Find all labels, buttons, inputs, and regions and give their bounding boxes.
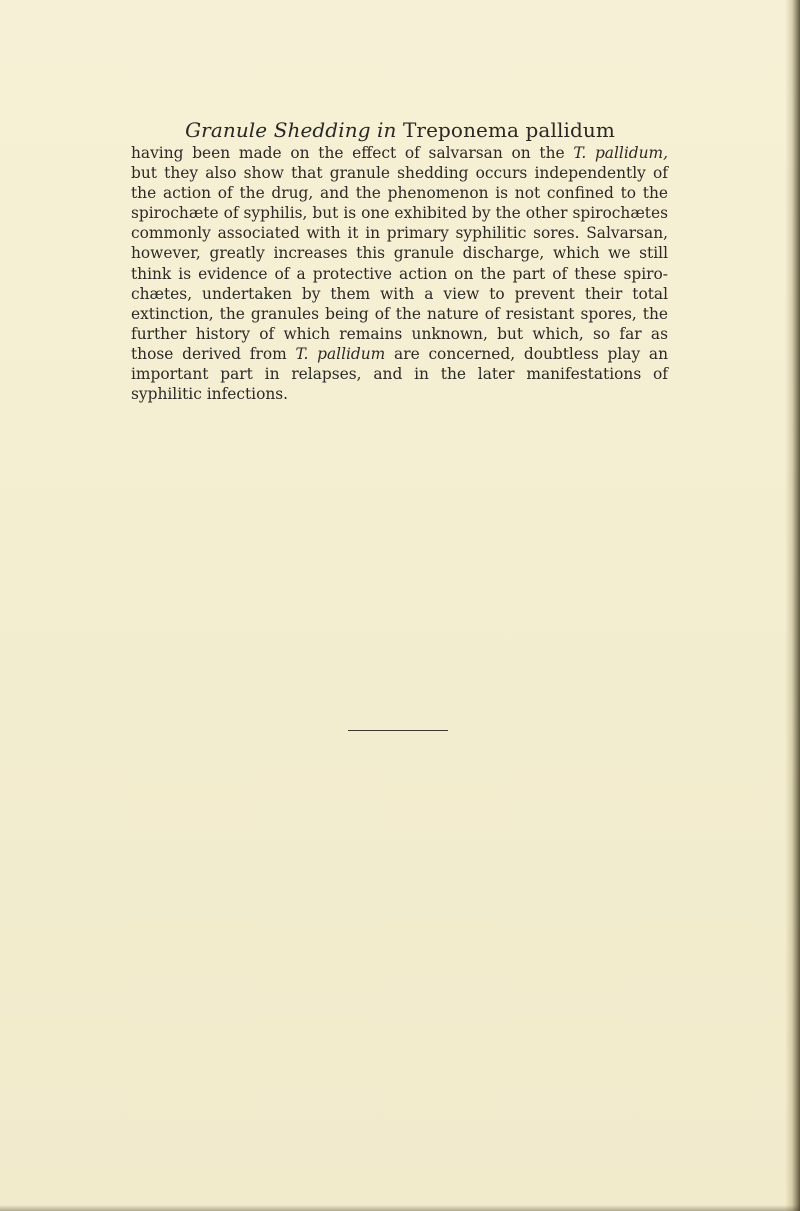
body-paragraph xyxy=(131,143,668,404)
text-line: spirochæte of syphilis, but is one exhibited by the other spirochætes xyxy=(131,204,668,223)
section-end-rule xyxy=(348,730,448,731)
text-line: extinction, the granules being of the nature of resistant spores, the xyxy=(131,304,668,323)
running-head-italic: Granule Shedding in xyxy=(185,118,397,142)
page-edge-shadow xyxy=(0,1205,800,1211)
text-line: those derived from T. pallidum are concerned, doubtless play an xyxy=(131,344,668,363)
running-head-roman: Treponema pallidum xyxy=(396,118,615,142)
text-line: however, greatly increases this granule discharge, which we still xyxy=(131,244,668,263)
text-line: syphilitic infections. xyxy=(131,385,289,404)
text-line: further history of which remains unknown, but which, so far as xyxy=(131,324,668,343)
text-line: chætes, undertaken by them with a view to prevent their total xyxy=(131,284,668,303)
text-line: having been made on the effect of salvarsan on the T. pallidum, xyxy=(131,144,668,162)
text-line: think is evidence of a protective action on the part of these spiro- xyxy=(131,264,668,283)
text-line: the action of the drug, and the phenomenon is not confined to the xyxy=(131,184,668,203)
running-head xyxy=(0,117,800,143)
text-line: commonly associated with it in primary syphilitic sores. Salvarsan, xyxy=(131,224,668,243)
text-line: important part in relapses, and in the later manifestations of xyxy=(131,365,668,384)
text-line: but they also show that granule shedding occurs independently of xyxy=(131,164,668,183)
